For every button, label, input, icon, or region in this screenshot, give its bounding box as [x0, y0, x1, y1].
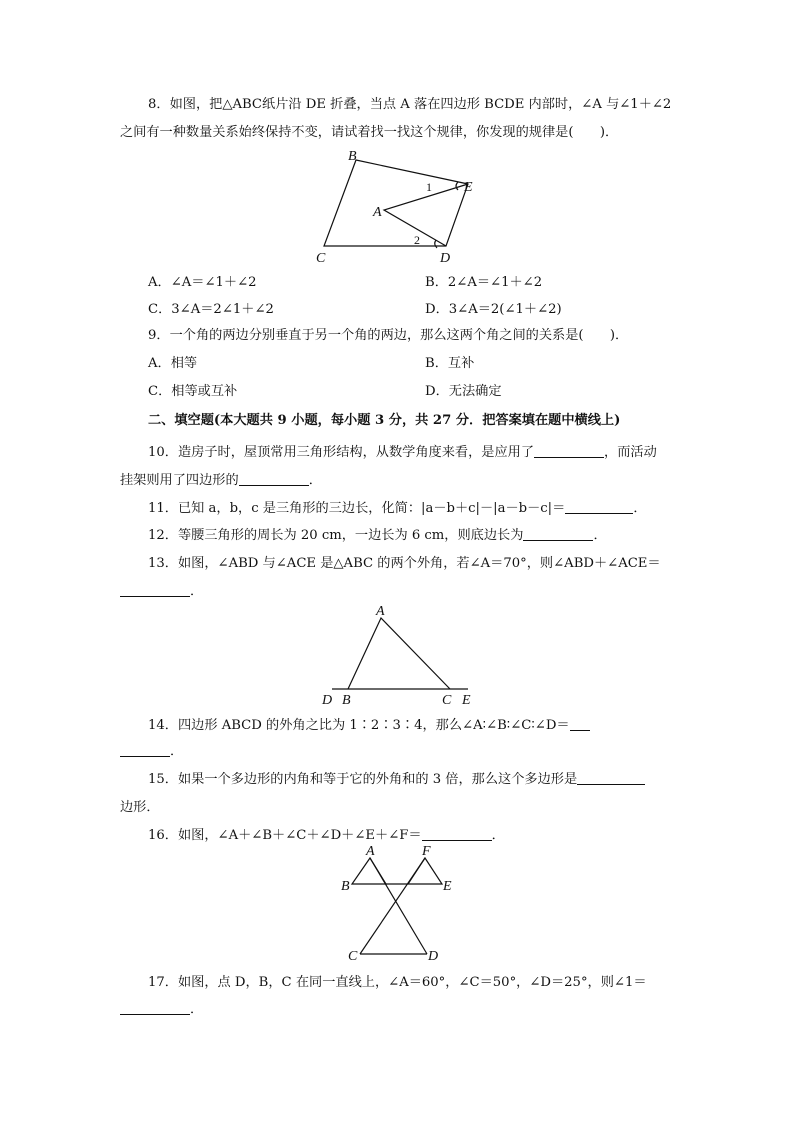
- q10-line2: [120, 473, 322, 489]
- q13-label-b: B: [342, 693, 351, 708]
- q8-label-a: A: [373, 205, 382, 220]
- q16-line-a-d: [370, 858, 427, 954]
- q13-triangle-sides: [348, 618, 450, 689]
- q8-angle1-arc: [456, 182, 458, 190]
- q11-line: [148, 501, 647, 517]
- q10-line1-text-b: ，而活动: [604, 445, 657, 460]
- q16-label-b: B: [341, 879, 350, 894]
- q12-text-a: 12．等腰三角形的周长为 20 cm，一边长为 6 cm，则底边长为: [148, 528, 524, 543]
- q12-text-b: ．: [593, 528, 607, 543]
- q11-answer-blank[interactable]: [565, 501, 633, 514]
- q17-line2-text-b: ．: [190, 1002, 204, 1017]
- q8-label-d: D: [440, 251, 451, 266]
- q13-label-c: C: [442, 693, 452, 708]
- section2-heading: 二、填空题(本大题共 9 小题，每小题 3 分，共 27 分．把答案填在题中横线上): [148, 413, 621, 428]
- q10-line2-text-a: 挂架则用了四边形的: [120, 473, 239, 488]
- q13-figure: [318, 600, 488, 710]
- q15-line2: 边形．: [120, 800, 160, 815]
- q13-line2-text-b: ．: [190, 584, 204, 599]
- q8-label-angle2: 2: [414, 233, 420, 247]
- q14-line2-text-b: ．: [170, 744, 184, 759]
- q17-line1: 17．如图，点 D，B，C 在同一直线上，∠A＝60°，∠C＝50°，∠D＝25°，则∠1＝: [148, 975, 647, 990]
- q17-answer-blank[interactable]: [120, 1002, 190, 1015]
- q16-line-f-c: [360, 858, 425, 954]
- q14-answer-blank-end[interactable]: [120, 744, 170, 757]
- q8-quadrilateral: [324, 160, 468, 246]
- q12-line: [148, 528, 607, 544]
- q10-answer-blank-1[interactable]: [534, 445, 604, 458]
- q9-stem: 9．一个角的两边分别垂直于另一个角的两边，那么这两个角之间的关系是( )．: [148, 328, 629, 343]
- q8-figure: [300, 150, 500, 268]
- q15-answer-blank[interactable]: [577, 772, 645, 785]
- q8-option-d: D．3∠A＝2(∠1＋∠2): [425, 302, 562, 317]
- q8-option-c: C．3∠A＝2∠1＋∠2: [148, 302, 274, 317]
- q13-label-e: E: [462, 693, 471, 708]
- q13-answer-blank[interactable]: [120, 584, 190, 597]
- q16-text-a: 16．如图，∠A＋∠B＋∠C＋∠D＋∠E＋∠F＝: [148, 828, 422, 843]
- q10-line2-text-b: ．: [308, 473, 322, 488]
- q9-option-a: A．相等: [148, 356, 198, 371]
- q16-triangle-abe-part: [352, 858, 386, 884]
- q13-label-d: D: [322, 693, 333, 708]
- q11-text-a: 11．已知 a，b，c 是三角形的三边长，化简：|a－b＋c|－|a－b－c|＝: [148, 501, 566, 516]
- q10-answer-blank-2[interactable]: [239, 473, 309, 486]
- q13-line1: 13．如图，∠ABD 与∠ACE 是△ABC 的两个外角，若∠A＝70°，则∠ABD＋∠ACE＝: [148, 556, 661, 571]
- q16-text-b: ．: [491, 828, 505, 843]
- q15-line1: [148, 772, 645, 788]
- q9-option-c: C．相等或互补: [148, 384, 238, 399]
- q8-stem-line2: 之间有一种数量关系始终保持不变，请试着找一找这个规律，你发现的规律是( )．: [120, 125, 619, 140]
- q15-text: 15．如果一个多边形的内角和等于它的外角和的 3 倍，那么这个多边形是: [148, 772, 578, 787]
- q16-label-e: E: [443, 879, 452, 894]
- q12-answer-blank[interactable]: [523, 528, 593, 541]
- q8-label-angle1: 1: [426, 180, 432, 194]
- q8-stem-line1: 8．如图，把△ABC纸片沿 DE 折叠，当点 A 落在四边形 BCDE 内部时，∠A 与∠1＋∠2: [148, 97, 672, 112]
- q10-line1-text-a: 10．造房子时，屋顶常用三角形结构，从数学角度来看，是应用了: [148, 445, 535, 460]
- q16-label-a: A: [366, 844, 375, 859]
- q8-option-a: A．∠A＝∠1＋∠2: [148, 275, 257, 290]
- q14-line1: [148, 718, 590, 734]
- q8-label-c: C: [316, 251, 326, 266]
- q16-label-c: C: [348, 949, 358, 964]
- q14-text-a: 14．四边形 ABCD 的外角之比为 1∶2∶3∶4，那么∠A∶∠B∶∠C∶∠D＝: [148, 718, 570, 733]
- q9-option-d: D．无法确定: [425, 384, 502, 399]
- q16-figure: [330, 840, 470, 970]
- q10-line1: [148, 445, 657, 461]
- q11-text-b: ．: [633, 501, 647, 516]
- q14-answer-blank-start[interactable]: [570, 718, 590, 731]
- q13-label-a: A: [376, 604, 385, 619]
- q8-label-e: E: [464, 180, 473, 195]
- q17-line2: [120, 1002, 203, 1018]
- q16-label-d: D: [428, 949, 439, 964]
- q16-triangle-f-part: [408, 858, 442, 884]
- q8-label-b: B: [348, 149, 357, 164]
- q14-line2: [120, 744, 183, 760]
- q9-option-b: B．互补: [425, 356, 475, 371]
- q8-option-b: B．2∠A＝∠1＋∠2: [425, 275, 543, 290]
- q13-line2: [120, 584, 203, 600]
- q16-label-f: F: [422, 844, 431, 859]
